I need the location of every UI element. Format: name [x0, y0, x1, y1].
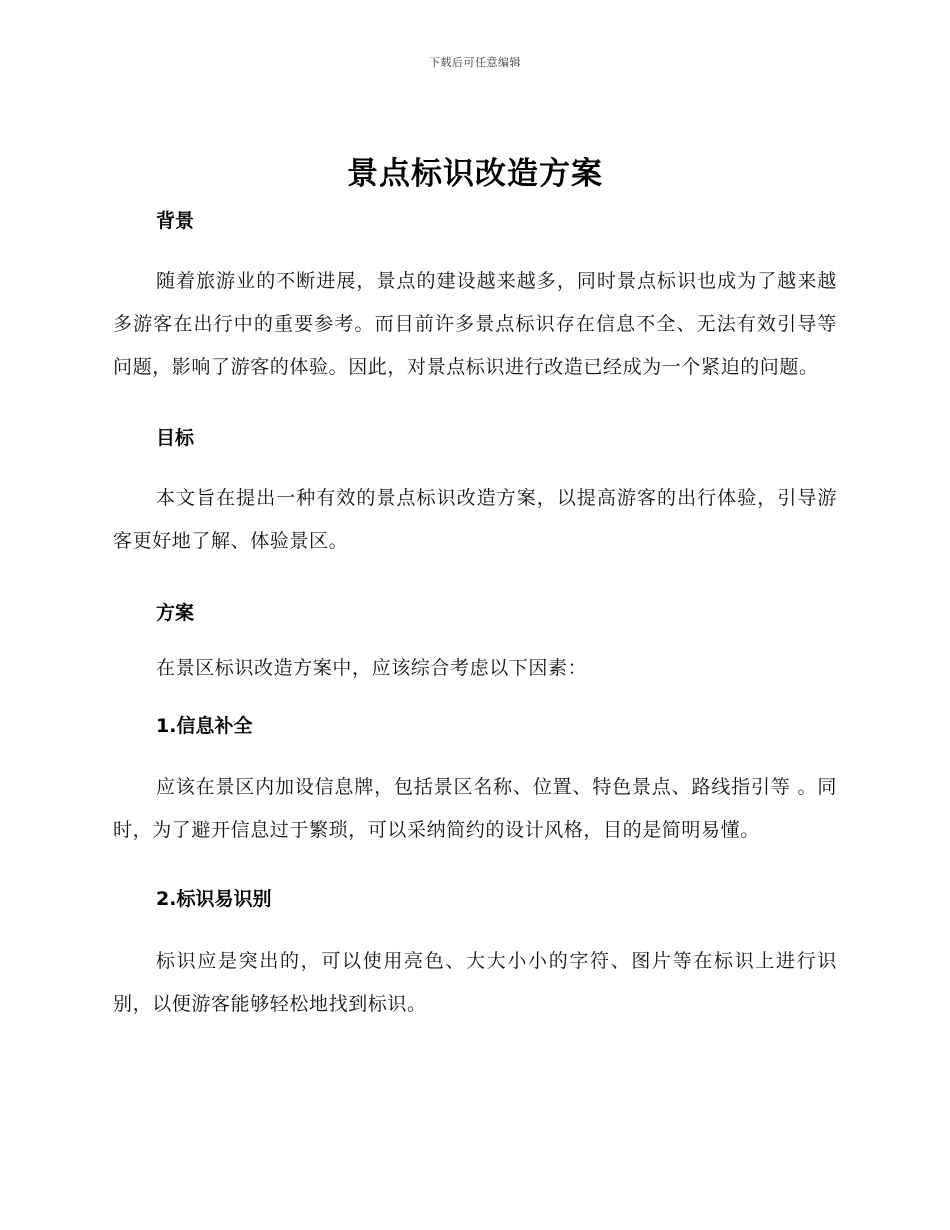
section-heading-identify: 2.标识易识别	[156, 888, 272, 910]
header-note: 下载后可任意编辑	[429, 56, 521, 69]
section-heading-info: 1.信息补全	[156, 715, 253, 737]
section-heading-plan: 方案	[156, 602, 195, 624]
section-paragraph-info: 应该在景区内加设信息牌，包括景区名称、位置、特色景点、路线指引等 。同时，为了避开信息过于繁琐，可以采纳简约的设计风格，目的是简明易懂。	[113, 776, 837, 841]
section-paragraph-background: 随着旅游业的不断进展，景点的建设越来越多，同时景点标识也成为了越来越多游客在出行中的重要参考。而目前许多景点标识存在信息不全、无法有效引导等问题，影响了游客的体验。因此，对景点标识进行改造已经成为一个紧迫的问题。	[113, 270, 837, 378]
section-heading-goal: 目标	[156, 427, 195, 449]
document-title: 景点标识改造方案	[347, 156, 603, 192]
section-paragraph-goal: 本文旨在提出一种有效的景点标识改造方案，以提高游客的出行体验，引导游客更好地了解、体验景区。	[113, 487, 837, 552]
section-paragraph-identify: 标识应是突出的，可以使用亮色、大大小小的字符、图片等在标识上进行识别，以便游客能够轻松地找到标识。	[113, 950, 837, 1015]
section-heading-background: 背景	[156, 210, 195, 232]
section-paragraph-plan: 在景区标识改造方案中，应该综合考虑以下因素：	[156, 657, 588, 679]
document-body	[113, 205, 837, 1026]
